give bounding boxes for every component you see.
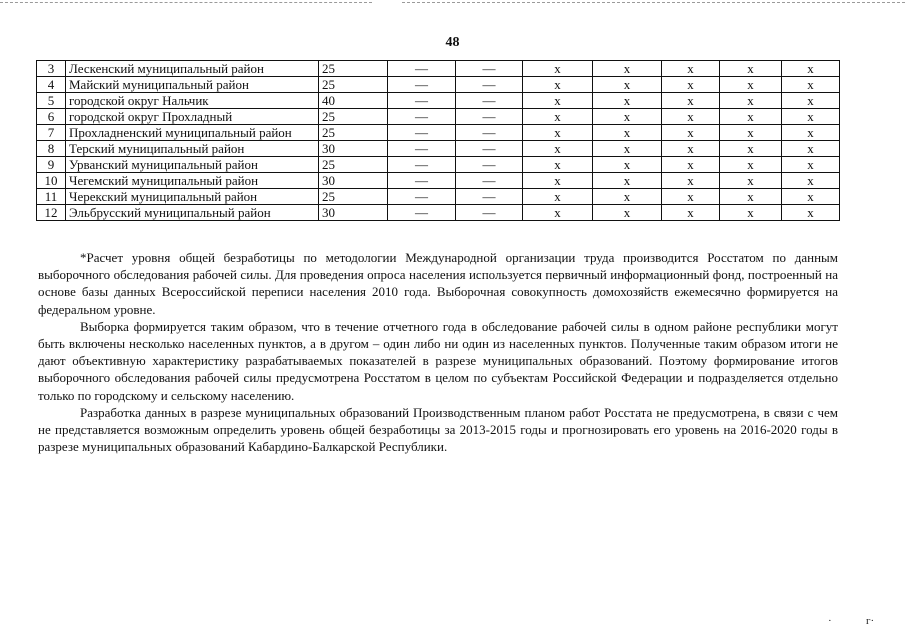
x-mark-cell: x (782, 93, 840, 109)
x-mark-cell: x (523, 205, 593, 221)
x-mark-cell: x (782, 173, 840, 189)
row-number-cell: 8 (37, 141, 66, 157)
top-dashed-rule (402, 2, 905, 3)
x-mark-cell: x (720, 173, 782, 189)
x-mark-cell: x (720, 93, 782, 109)
value-cell: 25 (319, 61, 388, 77)
x-mark-cell: x (523, 157, 593, 173)
dash-cell: — (456, 205, 523, 221)
x-mark-cell: x (523, 189, 593, 205)
x-mark-cell: x (523, 61, 593, 77)
top-dashed-rule (0, 2, 372, 3)
table-row (37, 109, 840, 125)
district-name-cell: городской округ Прохладный (66, 109, 319, 125)
dash-cell: — (388, 157, 456, 173)
page-number: 48 (445, 35, 460, 50)
table-body (37, 61, 840, 221)
x-mark-cell: x (662, 125, 720, 141)
district-name-cell: Прохладненский муниципальный район (66, 125, 319, 141)
table-row (37, 189, 840, 205)
value-cell: 30 (319, 173, 388, 189)
x-mark-cell: x (782, 61, 840, 77)
x-mark-cell: x (662, 109, 720, 125)
value-cell: 25 (319, 157, 388, 173)
district-name-cell: Эльбрусский муниципальный район (66, 205, 319, 221)
dash-cell: — (456, 189, 523, 205)
x-mark-cell: x (782, 109, 840, 125)
dash-cell: — (456, 173, 523, 189)
x-mark-cell: x (523, 173, 593, 189)
x-mark-cell: x (782, 141, 840, 157)
row-number-cell: 6 (37, 109, 66, 125)
value-cell: 30 (319, 205, 388, 221)
dash-cell: — (456, 109, 523, 125)
value-cell: 25 (319, 77, 388, 93)
x-mark-cell: x (662, 173, 720, 189)
x-mark-cell: x (662, 61, 720, 77)
district-name-cell: Чегемский муниципальный район (66, 173, 319, 189)
x-mark-cell: x (662, 157, 720, 173)
x-mark-cell: x (523, 93, 593, 109)
district-name-cell: Черекский муниципальный район (66, 189, 319, 205)
row-number-cell: 10 (37, 173, 66, 189)
x-mark-cell: x (782, 205, 840, 221)
dash-cell: — (388, 189, 456, 205)
page-top-edge (0, 0, 905, 6)
district-name-cell: Терский муниципальный район (66, 141, 319, 157)
x-mark-cell: x (782, 189, 840, 205)
x-mark-cell: x (662, 93, 720, 109)
row-number-cell: 9 (37, 157, 66, 173)
dash-cell: — (388, 109, 456, 125)
dash-cell: — (456, 61, 523, 77)
dash-cell: — (388, 173, 456, 189)
district-name-cell: Майский муниципальный район (66, 77, 319, 93)
table-row (37, 77, 840, 93)
dash-cell: — (456, 77, 523, 93)
x-mark-cell: x (782, 77, 840, 93)
x-mark-cell: x (720, 61, 782, 77)
row-number-cell: 4 (37, 77, 66, 93)
x-mark-cell: x (593, 93, 662, 109)
dash-cell: — (456, 125, 523, 141)
row-number-cell: 11 (37, 189, 66, 205)
footnote-paragraph: *Расчет уровня общей безработицы по методологии Международной организации труда производится Росстатом по данным выборочного обследования рабочей силы. Для проведения опроса населения используется первичный информационный фонд, построенный на основе базы данных Всероссийской переписи населения 2010 года. Выборочная совокупность домохозяйств ежемесячно формируется на федеральном уровне. (38, 250, 838, 317)
x-mark-cell: x (720, 109, 782, 125)
x-mark-cell: x (593, 125, 662, 141)
x-mark-cell: x (593, 109, 662, 125)
table-row (37, 93, 840, 109)
dash-cell: — (388, 77, 456, 93)
x-mark-cell: x (782, 157, 840, 173)
dash-cell: — (388, 125, 456, 141)
scan-mark: г· (866, 615, 875, 627)
value-cell: 30 (319, 141, 388, 157)
dash-cell: — (388, 141, 456, 157)
table-row (37, 125, 840, 141)
x-mark-cell: x (662, 77, 720, 93)
x-mark-cell: x (593, 189, 662, 205)
x-mark-cell: x (720, 125, 782, 141)
value-cell: 25 (319, 109, 388, 125)
x-mark-cell: x (523, 141, 593, 157)
dash-cell: — (456, 141, 523, 157)
footnote-paragraph: Разработка данных в разрезе муниципальных образований Производственным планом работ Росстата не предусмотрена, в связи с чем не представляется возможным определить уровень общей безработицы за 2013-2015 годы и прогнозировать его уровень на 2016-2020 годы в разрезе муниципальных образований Кабардино-Балкарской Республики. (38, 404, 838, 455)
dash-cell: — (456, 93, 523, 109)
dash-cell: — (388, 93, 456, 109)
table-row (37, 61, 840, 77)
value-cell: 40 (319, 93, 388, 109)
districts-table (36, 60, 840, 221)
row-number-cell: 5 (37, 93, 66, 109)
x-mark-cell: x (662, 189, 720, 205)
x-mark-cell: x (720, 77, 782, 93)
x-mark-cell: x (662, 205, 720, 221)
value-cell: 25 (319, 125, 388, 141)
x-mark-cell: x (593, 77, 662, 93)
x-mark-cell: x (523, 77, 593, 93)
table-row (37, 173, 840, 189)
x-mark-cell: x (523, 109, 593, 125)
x-mark-cell: x (720, 189, 782, 205)
x-mark-cell: x (720, 141, 782, 157)
value-cell: 25 (319, 189, 388, 205)
row-number-cell: 7 (37, 125, 66, 141)
table-row (37, 157, 840, 173)
x-mark-cell: x (593, 205, 662, 221)
table-row (37, 205, 840, 221)
scan-mark: · (828, 615, 832, 627)
x-mark-cell: x (720, 205, 782, 221)
x-mark-cell: x (782, 125, 840, 141)
x-mark-cell: x (720, 157, 782, 173)
dash-cell: — (388, 61, 456, 77)
x-mark-cell: x (593, 141, 662, 157)
district-name-cell: Урванский муниципальный район (66, 157, 319, 173)
row-number-cell: 3 (37, 61, 66, 77)
x-mark-cell: x (593, 61, 662, 77)
dash-cell: — (388, 205, 456, 221)
dash-cell: — (456, 157, 523, 173)
footnote-text (38, 249, 838, 455)
footnote-paragraph: Выборка формируется таким образом, что в течение отчетного года в обследование рабочей силы в одном районе республики могут быть включены несколько населенных пунктов, а в другом – один либо ни один из населенных пунктов. Полученные таким образом итоги не дают объективную характеристику разрабатываемых показателей в разрезе муниципальных образований. Поэтому формирование итогов выборочного обследования рабочей силы предусмотрена Росстатом в целом по субъектам Российской Федерации и подразделяется отдельно только по городскому и сельскому населению. (38, 318, 838, 403)
x-mark-cell: x (593, 173, 662, 189)
x-mark-cell: x (593, 157, 662, 173)
district-name-cell: городской округ Нальчик (66, 93, 319, 109)
x-mark-cell: x (523, 125, 593, 141)
row-number-cell: 12 (37, 205, 66, 221)
district-name-cell: Лескенский муниципальный район (66, 61, 319, 77)
table-row (37, 141, 840, 157)
x-mark-cell: x (662, 141, 720, 157)
